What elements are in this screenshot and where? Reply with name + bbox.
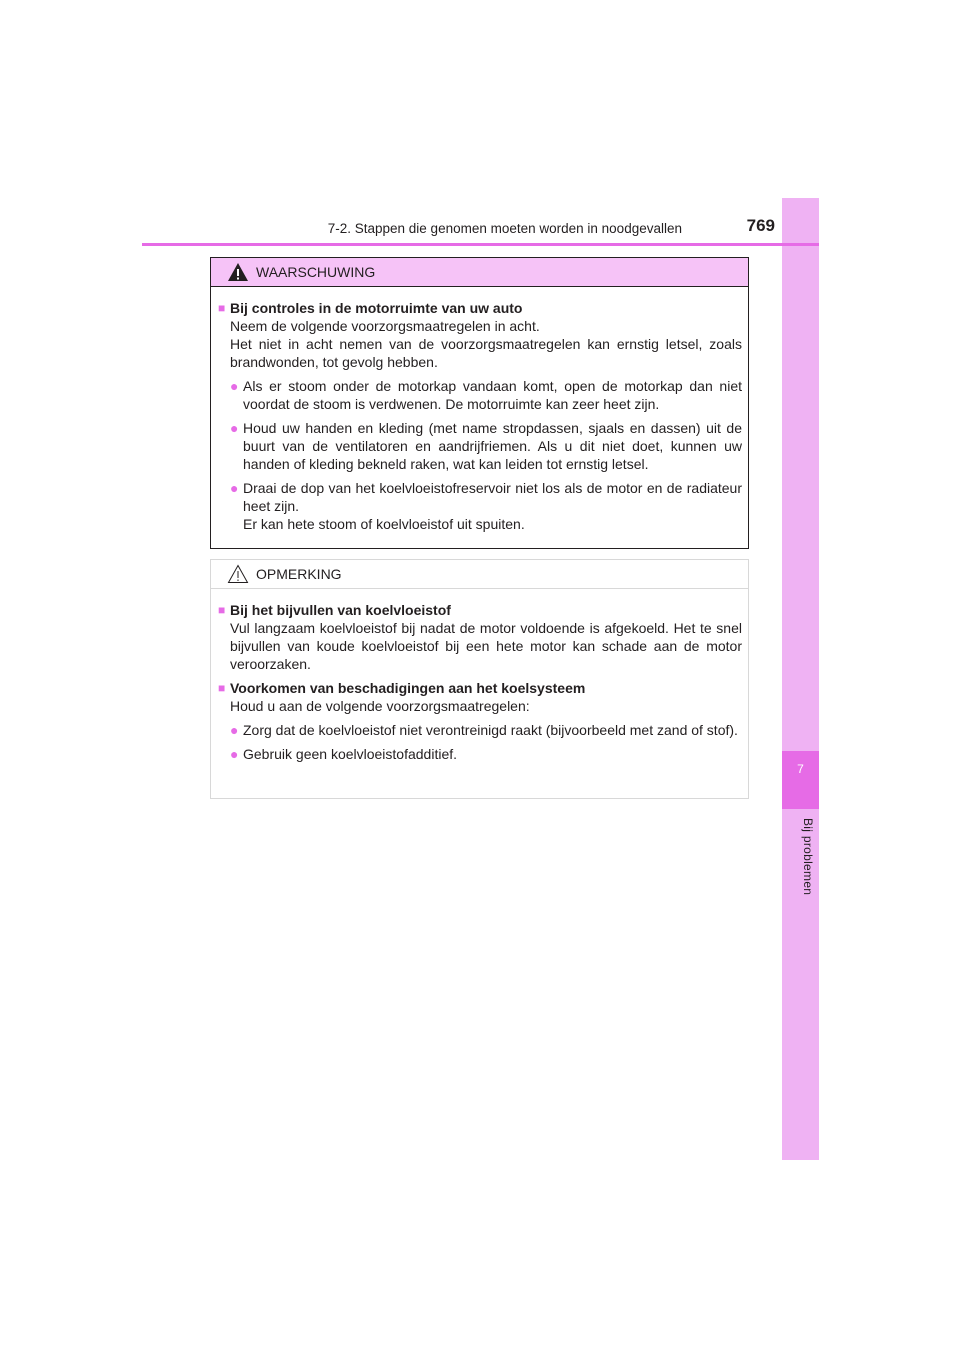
note-bullet: Gebruik geen koelvloeistofadditief.	[243, 746, 458, 762]
bullet-dot-icon: ●	[230, 480, 239, 496]
note-section1-title: Bij het bijvullen van koelvloeistof	[230, 602, 451, 618]
note-section1-text: Vul langzaam koelvloeistof bij nadat de motor voldoende is afgekoeld. Het te snel bijvullen van koude koelvloeistof bij een hete motor kan schade aan de motor veroorzaken.	[230, 620, 742, 672]
bullet-dot-icon: ●	[230, 378, 239, 394]
note-box	[210, 559, 749, 799]
section-header-title: 7-2. Stappen die genomen moeten worden in noodgevallen	[327, 221, 682, 236]
note-header	[211, 560, 748, 589]
square-bullet-icon: ■	[218, 603, 226, 617]
warning-bullet-extra: Er kan hete stoom of koelvloeistof uit spuiten.	[243, 516, 525, 532]
note-section2-title: Voorkomen van beschadigingen aan het koelsysteem	[230, 680, 586, 696]
warning-triangle-icon	[227, 262, 249, 282]
note-heading: OPMERKING	[256, 566, 342, 582]
warning-bullet: Draai de dop van het koelvloeistofreservoir niet los als de motor en de radiateur heet zijn.	[243, 480, 742, 514]
chapter-label: Bij problemen	[801, 818, 815, 896]
chapter-tab-active[interactable]	[782, 751, 819, 809]
warning-section-title: Bij controles in de motorruimte van uw auto	[230, 300, 523, 316]
warning-bullet: Houd uw handen en kleding (met name stropdassen, sjaals en dassen) uit de buurt van de ventilatoren en aandrijfriemen. Als u dit niet doet, kunnen uw handen of kleding bekneld raken, wat kan leiden tot ernstig letsel.	[243, 420, 742, 472]
warning-box	[210, 257, 749, 549]
note-bullet: Zorg dat de koelvloeistof niet verontreinigd raakt (bijvoorbeeld met zand of stof).	[243, 722, 738, 738]
warning-heading: WAARSCHUWING	[256, 264, 376, 280]
bullet-dot-icon: ●	[230, 420, 239, 436]
bullet-dot-icon: ●	[230, 746, 239, 762]
warning-header	[211, 258, 748, 287]
bullet-dot-icon: ●	[230, 722, 239, 738]
warning-line: Het niet in acht nemen van de voorzorgsmaatregelen kan ernstig letsel, zoals brandwonden, tot gevolg hebben.	[230, 336, 742, 370]
square-bullet-icon: ■	[218, 301, 226, 315]
page-number: 769	[746, 216, 775, 235]
chapter-side-tab	[782, 198, 819, 1160]
square-bullet-icon: ■	[218, 681, 226, 695]
header-rule	[142, 243, 819, 246]
note-section2-text: Houd u aan de volgende voorzorgsmaatregelen:	[230, 698, 530, 714]
warning-bullet: Als er stoom onder de motorkap vandaan komt, open de motorkap dan niet voordat de stoom is verdwenen. De motorruimte kan zeer heet zijn.	[243, 378, 742, 412]
caution-triangle-icon	[227, 564, 249, 584]
chapter-number: 7	[797, 762, 804, 776]
warning-line: Neem de volgende voorzorgsmaatregelen in acht.	[230, 318, 540, 334]
